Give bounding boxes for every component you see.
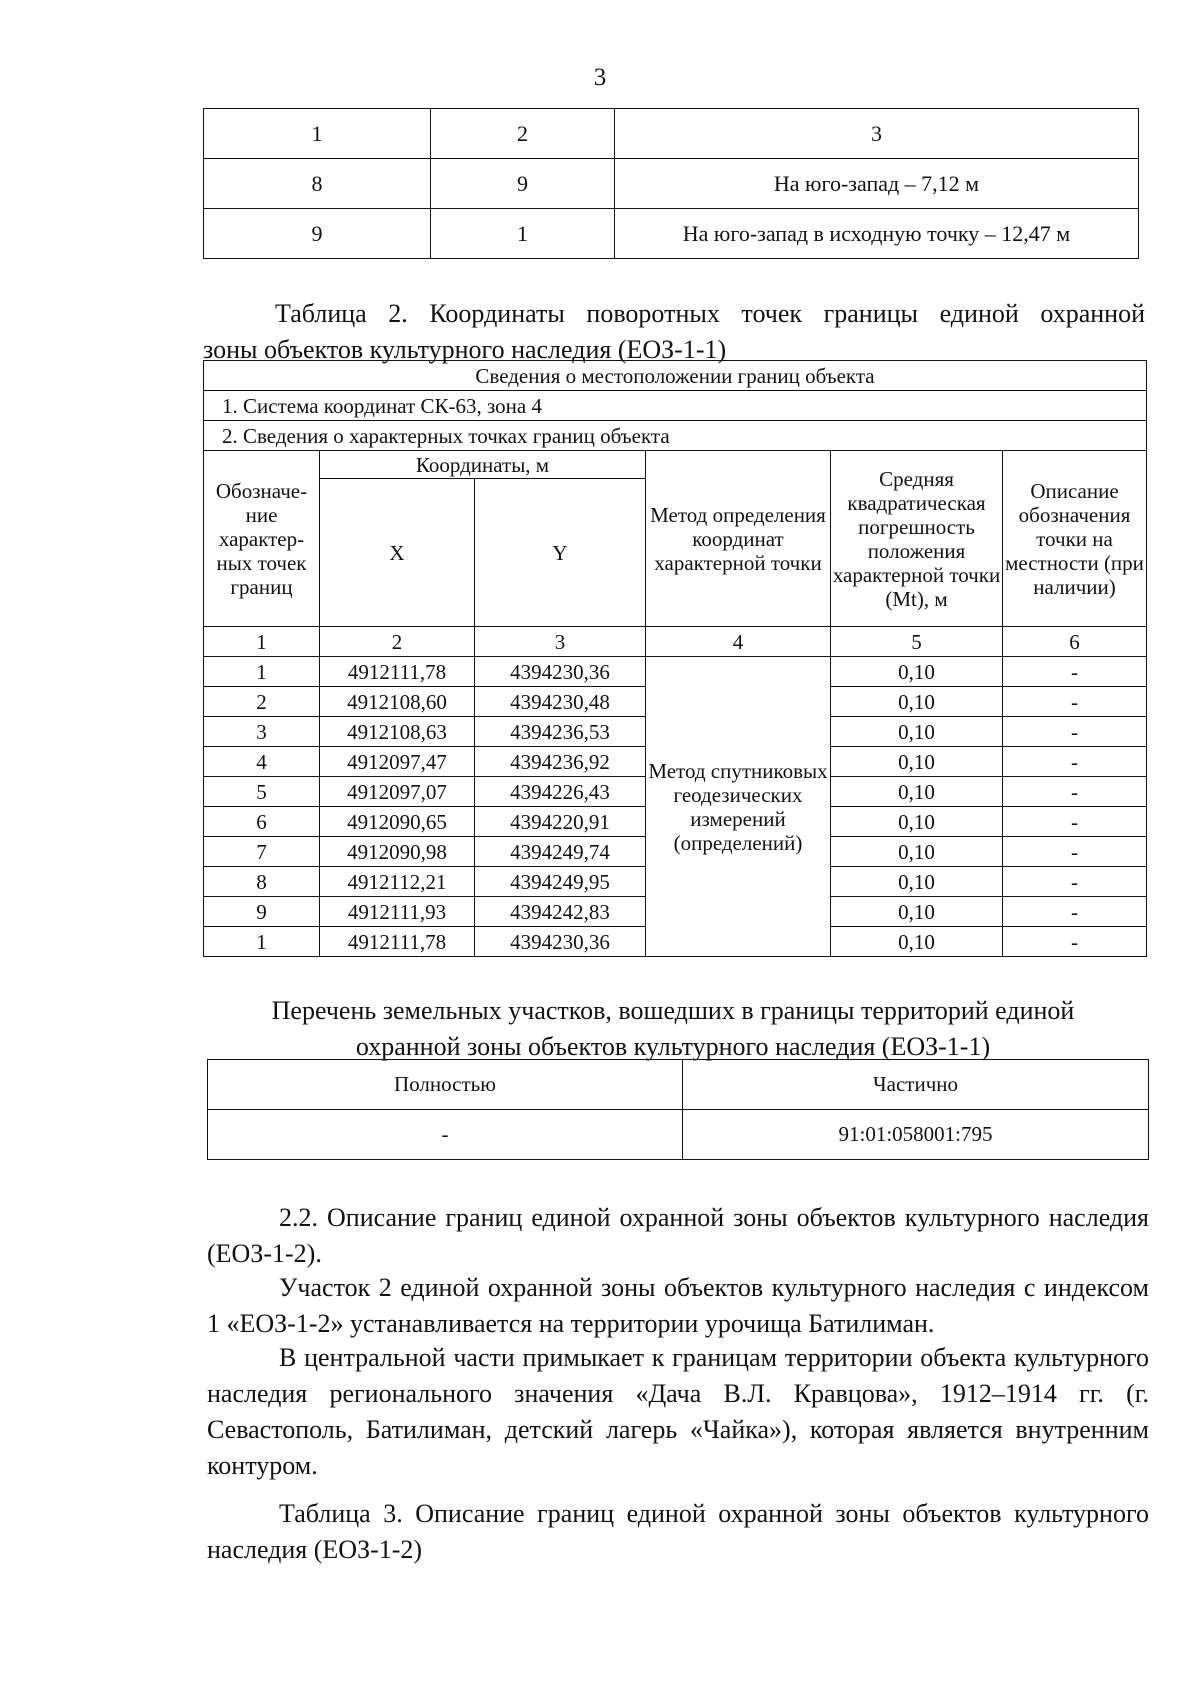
point-description: - <box>1003 687 1147 717</box>
column-number-row <box>204 627 1147 657</box>
point-x: 4912112,21 <box>320 867 475 897</box>
point-y: 4394236,53 <box>475 717 646 747</box>
point-x: 4912111,78 <box>320 927 475 957</box>
table-row <box>204 209 1139 259</box>
header-x: X <box>320 479 475 627</box>
point-description: - <box>1003 747 1147 777</box>
point-description: - <box>1003 867 1147 897</box>
point-number: 7 <box>204 837 320 867</box>
point-x: 4912108,63 <box>320 717 475 747</box>
point-error: 0,10 <box>831 867 1003 897</box>
table-row <box>208 1110 1149 1160</box>
point-number: 3 <box>204 717 320 747</box>
point-error: 0,10 <box>831 687 1003 717</box>
point-description: - <box>1003 717 1147 747</box>
point-y: 4394249,74 <box>475 837 646 867</box>
points-title-row <box>204 421 1147 451</box>
point-error: 0,10 <box>831 837 1003 867</box>
section-2-2-heading: 2.2. Описание границ единой охранной зоны объектов культурного наследия (ЕОЗ-1-2). <box>207 1203 1149 1268</box>
land-plots-table <box>207 1059 1149 1160</box>
table-cell: На юго-запад – 7,12 м <box>615 159 1139 209</box>
header-cell: 3 <box>615 109 1139 159</box>
point-y: 4394230,48 <box>475 687 646 717</box>
header-cell: 1 <box>204 109 431 159</box>
header-error: Средняя квадратическая погрешность положения характерной точки (Mt), м <box>831 451 1003 627</box>
header-partial: Частично <box>683 1060 1149 1110</box>
point-description: - <box>1003 807 1147 837</box>
table-row <box>204 657 1147 687</box>
table-title: Сведения о местоположении границ объекта <box>204 361 1147 391</box>
table2-caption-line1: Таблица 2. Координаты поворотных точек границы единой охранной <box>275 299 1145 328</box>
table-title-row <box>204 361 1147 391</box>
point-error: 0,10 <box>831 807 1003 837</box>
central-part-paragraph: В центральной части примыкает к границам территории объекта культурного наследия регионального значения «Дача В.Л. Кравцова», 1912–1914 гг. (г. Севастополь, Батилиман, детский лагерь «Чайка»), которая является внутренним контуром. <box>207 1343 1149 1480</box>
point-error: 0,10 <box>831 927 1003 957</box>
point-x: 4912111,78 <box>320 657 475 687</box>
point-number: 5 <box>204 777 320 807</box>
table2-caption-line2: зоны объектов культурного наследия (ЕОЗ-1-1) <box>203 335 727 364</box>
point-y: 4394236,92 <box>475 747 646 777</box>
points-title: 2. Сведения о характерных точках границ объекта <box>204 421 1147 451</box>
point-x: 4912108,60 <box>320 687 475 717</box>
land-list-caption <box>203 993 1143 1065</box>
point-error: 0,10 <box>831 777 1003 807</box>
column-number: 5 <box>831 627 1003 657</box>
header-description: Описание обозначения точки на местности (при наличии) <box>1003 451 1147 627</box>
column-number: 2 <box>320 627 475 657</box>
table-cell: На юго-запад в исходную точку – 12,47 м <box>615 209 1139 259</box>
point-x: 4912097,07 <box>320 777 475 807</box>
table-row <box>204 159 1139 209</box>
point-description: - <box>1003 927 1147 957</box>
point-number: 6 <box>204 807 320 837</box>
point-error: 0,10 <box>831 747 1003 777</box>
land-list-caption-line2: охранной зоны объектов культурного наследия (ЕОЗ-1-1) <box>355 1032 991 1061</box>
point-number: 1 <box>204 927 320 957</box>
coordinate-system: 1. Система координат СК-63, зона 4 <box>204 391 1147 421</box>
method-cell: Метод спутниковых геодезических измерений (определений) <box>646 657 831 957</box>
table3-caption: Таблица 3. Описание границ единой охранной зоны объектов культурного наследия (ЕОЗ-1-2) <box>207 1499 1149 1564</box>
point-y: 4394249,95 <box>475 867 646 897</box>
value-partial: 91:01:058001:795 <box>683 1110 1149 1160</box>
header-y: Y <box>475 479 646 627</box>
table-cell: 9 <box>204 209 431 259</box>
point-y: 4394220,91 <box>475 807 646 837</box>
coordinate-system-row <box>204 391 1147 421</box>
segments-table <box>203 108 1139 259</box>
point-number: 4 <box>204 747 320 777</box>
point-description: - <box>1003 777 1147 807</box>
value-full: - <box>208 1110 683 1160</box>
point-y: 4394226,43 <box>475 777 646 807</box>
coordinates-table <box>203 360 1147 957</box>
page-number: 3 <box>593 64 607 91</box>
point-description: - <box>1003 657 1147 687</box>
point-y: 4394230,36 <box>475 657 646 687</box>
land-list-caption-line1: Перечень земельных участков, вошедших в границы территорий единой <box>271 996 1075 1025</box>
point-number: 8 <box>204 867 320 897</box>
header-coordinates: Координаты, м <box>320 451 646 479</box>
point-description: - <box>1003 837 1147 867</box>
point-x: 4912097,47 <box>320 747 475 777</box>
column-header-row <box>204 451 1147 479</box>
column-number: 4 <box>646 627 831 657</box>
point-y: 4394230,36 <box>475 927 646 957</box>
table2-caption <box>203 296 1145 368</box>
point-error: 0,10 <box>831 717 1003 747</box>
table-header-row <box>204 109 1139 159</box>
table-cell: 1 <box>431 209 615 259</box>
header-full: Полностью <box>208 1060 683 1110</box>
column-number: 6 <box>1003 627 1147 657</box>
point-number: 1 <box>204 657 320 687</box>
point-number: 9 <box>204 897 320 927</box>
header-method: Метод определения координат характерной точки <box>646 451 831 627</box>
point-x: 4912111,93 <box>320 897 475 927</box>
point-error: 0,10 <box>831 897 1003 927</box>
header-designation: Обозначе-ние характер-ных точек границ <box>204 451 320 627</box>
header-cell: 2 <box>431 109 615 159</box>
point-number: 2 <box>204 687 320 717</box>
point-y: 4394242,83 <box>475 897 646 927</box>
point-x: 4912090,65 <box>320 807 475 837</box>
table-cell: 9 <box>431 159 615 209</box>
table-cell: 8 <box>204 159 431 209</box>
table-header-row <box>208 1060 1149 1110</box>
column-number: 3 <box>475 627 646 657</box>
point-x: 4912090,98 <box>320 837 475 867</box>
point-error: 0,10 <box>831 657 1003 687</box>
column-number: 1 <box>204 627 320 657</box>
section-paragraph: Участок 2 единой охранной зоны объектов культурного наследия с индексом 1 «ЕОЗ-1-2» устанавливается на территории урочища Батилиман. <box>207 1273 1149 1338</box>
point-description: - <box>1003 897 1147 927</box>
